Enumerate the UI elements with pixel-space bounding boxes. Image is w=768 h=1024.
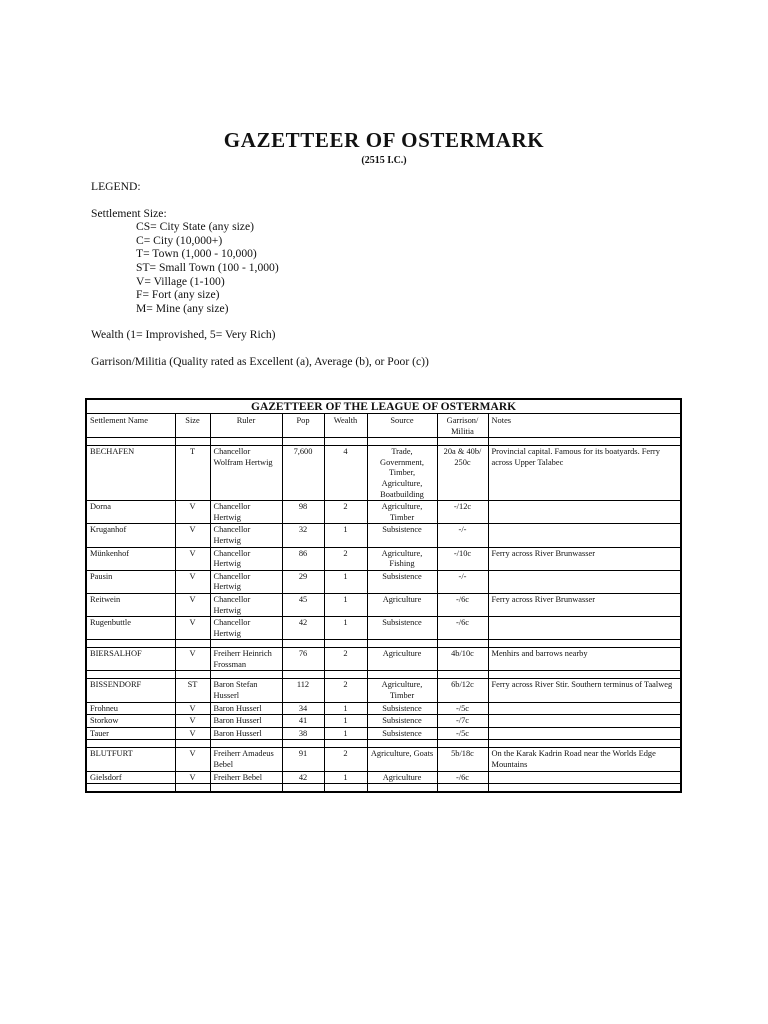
wealth-cell: 1 bbox=[324, 593, 367, 616]
wealth-cell: 1 bbox=[324, 617, 367, 640]
settlement-name-cell: Pausin bbox=[86, 570, 175, 593]
notes-cell: Ferry across River Stir. Southern terminus of Taalweg bbox=[488, 679, 681, 702]
source-cell: Agriculture bbox=[367, 593, 437, 616]
legend-size-item: CS= City State (any size) bbox=[136, 220, 254, 234]
garrison-cell: 6b/12c bbox=[437, 679, 488, 702]
source-cell: Subsistence bbox=[367, 524, 437, 547]
notes-cell bbox=[488, 771, 681, 784]
table-title: GAZETTEER OF THE LEAGUE OF OSTERMARK bbox=[86, 399, 681, 414]
table-row bbox=[86, 771, 681, 784]
settlement-name-cell: Reitwein bbox=[86, 593, 175, 616]
source-cell: Subsistence bbox=[367, 715, 437, 728]
garrison-cell: 4b/10c bbox=[437, 648, 488, 671]
source-cell: Trade, Government, Timber, Agriculture, Boatbuilding bbox=[367, 446, 437, 501]
wealth-cell: 1 bbox=[324, 727, 367, 740]
table-row bbox=[86, 648, 681, 671]
page-title: GAZETTEER OF OSTERMARK bbox=[223, 128, 545, 152]
garrison-cell: -/- bbox=[437, 570, 488, 593]
pop-cell: 32 bbox=[282, 524, 324, 547]
table-body bbox=[86, 438, 681, 793]
size-cell: T bbox=[175, 446, 210, 501]
pop-cell: 98 bbox=[282, 501, 324, 524]
source-cell: Subsistence bbox=[367, 702, 437, 715]
pop-cell: 112 bbox=[282, 679, 324, 702]
settlement-name-cell: Rugenbuttle bbox=[86, 617, 175, 640]
source-cell: Subsistence bbox=[367, 617, 437, 640]
ruler-cell: Chancellor Hertwig bbox=[210, 593, 282, 616]
ruler-cell: Chancellor Hertwig bbox=[210, 547, 282, 570]
legend-size-item: M= Mine (any size) bbox=[136, 301, 229, 315]
wealth-cell: 2 bbox=[324, 679, 367, 702]
pop-cell: 41 bbox=[282, 715, 324, 728]
legend bbox=[91, 180, 429, 369]
table-row bbox=[86, 446, 681, 501]
ruler-cell: Freiherr Amadeus Bebel bbox=[210, 748, 282, 771]
garrison-cell: -/7c bbox=[437, 715, 488, 728]
size-cell: V bbox=[175, 593, 210, 616]
ruler-cell: Freiherr Bebel bbox=[210, 771, 282, 784]
ruler-cell: Baron Husserl bbox=[210, 727, 282, 740]
garrison-cell: 5b/18c bbox=[437, 748, 488, 771]
wealth-cell: 1 bbox=[324, 715, 367, 728]
size-cell: V bbox=[175, 748, 210, 771]
notes-cell bbox=[488, 715, 681, 728]
garrison-cell: -/12c bbox=[437, 501, 488, 524]
table-row bbox=[86, 679, 681, 702]
column-header: Pop bbox=[282, 414, 324, 438]
legend-size-item: C= City (10,000+) bbox=[136, 233, 223, 247]
source-cell: Subsistence bbox=[367, 727, 437, 740]
wealth-cell: 1 bbox=[324, 771, 367, 784]
spacer-row bbox=[86, 740, 681, 748]
table-row bbox=[86, 727, 681, 740]
spacer-row bbox=[86, 438, 681, 446]
size-cell: V bbox=[175, 702, 210, 715]
table-row bbox=[86, 617, 681, 640]
ruler-cell: Chancellor Hertwig bbox=[210, 524, 282, 547]
notes-cell bbox=[488, 570, 681, 593]
legend-size-item: T= Town (1,000 - 10,000) bbox=[136, 247, 257, 261]
size-cell: V bbox=[175, 617, 210, 640]
column-header: Wealth bbox=[324, 414, 367, 438]
garrison-cell: -/10c bbox=[437, 547, 488, 570]
pop-cell: 38 bbox=[282, 727, 324, 740]
garrison-cell: -/- bbox=[437, 524, 488, 547]
wealth-cell: 2 bbox=[324, 547, 367, 570]
wealth-cell: 1 bbox=[324, 702, 367, 715]
notes-cell: Ferry across River Brunwasser bbox=[488, 593, 681, 616]
size-cell: V bbox=[175, 501, 210, 524]
ruler-cell: Freiherr Heinrich Frossman bbox=[210, 648, 282, 671]
settlement-name-cell: Tauer bbox=[86, 727, 175, 740]
source-cell: Agriculture, Goats bbox=[367, 748, 437, 771]
settlement-name-cell: Gielsdorf bbox=[86, 771, 175, 784]
table-row bbox=[86, 702, 681, 715]
ruler-cell: Baron Stefan Husserl bbox=[210, 679, 282, 702]
size-cell: V bbox=[175, 648, 210, 671]
spacer-row bbox=[86, 640, 681, 648]
settlement-name-cell: BLUTFURT bbox=[86, 748, 175, 771]
source-cell: Agriculture, Timber bbox=[367, 501, 437, 524]
wealth-cell: 2 bbox=[324, 648, 367, 671]
notes-cell bbox=[488, 524, 681, 547]
size-cell: V bbox=[175, 715, 210, 728]
pop-cell: 45 bbox=[282, 593, 324, 616]
settlement-name-cell: Storkow bbox=[86, 715, 175, 728]
wealth-legend: Wealth (1= Improvished, 5= Very Rich) bbox=[91, 328, 276, 342]
notes-cell bbox=[488, 727, 681, 740]
garrison-cell: -/5c bbox=[437, 702, 488, 715]
settlement-name-cell: Dorna bbox=[86, 501, 175, 524]
notes-cell bbox=[488, 617, 681, 640]
garrison-cell: -/6c bbox=[437, 771, 488, 784]
settlement-name-cell: BISSENDORF bbox=[86, 679, 175, 702]
column-header: Notes bbox=[488, 414, 681, 438]
ruler-cell: Chancellor Hertwig bbox=[210, 570, 282, 593]
legend-size-item: F= Fort (any size) bbox=[136, 288, 220, 302]
wealth-cell: 1 bbox=[324, 524, 367, 547]
table-row bbox=[86, 547, 681, 570]
notes-cell: Ferry across River Brunwasser bbox=[488, 547, 681, 570]
legend-size-item: V= Village (1-100) bbox=[136, 274, 225, 288]
settlement-name-cell: BIERSALHOF bbox=[86, 648, 175, 671]
ruler-cell: Chancellor Hertwig bbox=[210, 501, 282, 524]
source-cell: Agriculture bbox=[367, 771, 437, 784]
column-header: Size bbox=[175, 414, 210, 438]
table-row bbox=[86, 570, 681, 593]
column-header: Settlement Name bbox=[86, 414, 175, 438]
table-row bbox=[86, 593, 681, 616]
size-cell: V bbox=[175, 771, 210, 784]
table-header-row bbox=[86, 414, 681, 438]
notes-cell bbox=[488, 702, 681, 715]
garrison-cell: -/6c bbox=[437, 593, 488, 616]
garrison-cell: 20a & 40b/ 250c bbox=[437, 446, 488, 501]
settlement-name-cell: BECHAFEN bbox=[86, 446, 175, 501]
settlement-name-cell: Münkenhof bbox=[86, 547, 175, 570]
page-subtitle: (2515 I.C.) bbox=[361, 155, 407, 166]
source-cell: Agriculture, Timber bbox=[367, 679, 437, 702]
source-cell: Subsistence bbox=[367, 570, 437, 593]
table-row bbox=[86, 524, 681, 547]
legend-size-item: ST= Small Town (100 - 1,000) bbox=[136, 260, 279, 274]
pop-cell: 91 bbox=[282, 748, 324, 771]
gazetteer-table bbox=[85, 398, 682, 793]
pop-cell: 76 bbox=[282, 648, 324, 671]
notes-cell: Provincial capital. Famous for its boatyards. Ferry across Upper Talabec bbox=[488, 446, 681, 501]
column-header: Source bbox=[367, 414, 437, 438]
notes-cell: Menhirs and barrows nearby bbox=[488, 648, 681, 671]
garrison-legend: Garrison/Militia (Quality rated as Excellent (a), Average (b), or Poor (c)) bbox=[91, 354, 429, 368]
ruler-cell: Baron Husserl bbox=[210, 702, 282, 715]
pop-cell: 42 bbox=[282, 617, 324, 640]
wealth-cell: 4 bbox=[324, 446, 367, 501]
ruler-cell: Chancellor Hertwig bbox=[210, 617, 282, 640]
table-row bbox=[86, 748, 681, 771]
garrison-cell: -/5c bbox=[437, 727, 488, 740]
wealth-cell: 2 bbox=[324, 501, 367, 524]
size-cell: V bbox=[175, 547, 210, 570]
garrison-cell: -/6c bbox=[437, 617, 488, 640]
source-cell: Agriculture, Fishing bbox=[367, 547, 437, 570]
settlement-size-heading: Settlement Size: bbox=[91, 206, 167, 220]
spacer-row bbox=[86, 671, 681, 679]
pop-cell: 29 bbox=[282, 570, 324, 593]
size-cell: V bbox=[175, 727, 210, 740]
size-cell: V bbox=[175, 570, 210, 593]
spacer-row bbox=[86, 784, 681, 793]
ruler-cell: Baron Husserl bbox=[210, 715, 282, 728]
source-cell: Agriculture bbox=[367, 648, 437, 671]
table-row bbox=[86, 501, 681, 524]
wealth-cell: 2 bbox=[324, 748, 367, 771]
column-header: Ruler bbox=[210, 414, 282, 438]
size-cell: ST bbox=[175, 679, 210, 702]
settlement-name-cell: Kruganhof bbox=[86, 524, 175, 547]
legend-heading: LEGEND: bbox=[91, 180, 141, 193]
ruler-cell: Chancellor Wolfram Hertwig bbox=[210, 446, 282, 501]
pop-cell: 86 bbox=[282, 547, 324, 570]
table-row bbox=[86, 715, 681, 728]
notes-cell bbox=[488, 501, 681, 524]
column-header: Garrison/ Militia bbox=[437, 414, 488, 438]
settlement-name-cell: Frohneu bbox=[86, 702, 175, 715]
pop-cell: 7,600 bbox=[282, 446, 324, 501]
pop-cell: 34 bbox=[282, 702, 324, 715]
size-cell: V bbox=[175, 524, 210, 547]
wealth-cell: 1 bbox=[324, 570, 367, 593]
pop-cell: 42 bbox=[282, 771, 324, 784]
notes-cell: On the Karak Kadrin Road near the Worlds Edge Mountains bbox=[488, 748, 681, 771]
